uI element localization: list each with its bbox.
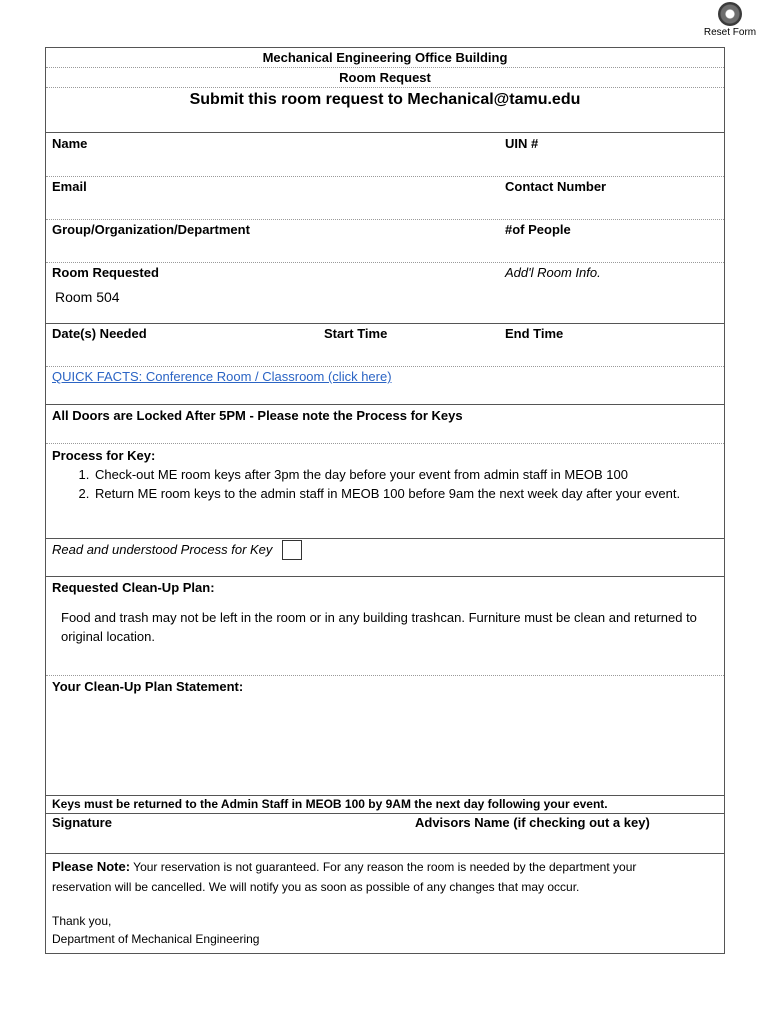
- room-row[interactable]: [46, 262, 724, 323]
- acknowledge-label: Read and understood Process for Key: [52, 542, 273, 557]
- room-request-form: [45, 47, 725, 954]
- addl-room-info-label: Add'l Room Info.: [505, 265, 601, 280]
- header-row-2: [46, 67, 724, 87]
- dates-needed-label: Date(s) Needed: [52, 326, 147, 341]
- people-count-label: #of People: [505, 222, 571, 237]
- signature-label: Signature: [52, 815, 112, 830]
- process-row: [46, 443, 724, 538]
- keys-notice-row: [46, 795, 724, 813]
- signature-row[interactable]: [46, 813, 724, 853]
- keys-return-notice: Keys must be returned to the Admin Staff in MEOB 100 by 9AM the next day following your event.: [52, 797, 608, 811]
- start-time-label: Start Time: [324, 326, 388, 341]
- doors-locked-notice: All Doors are Locked After 5PM - Please note the Process for Keys: [52, 408, 463, 423]
- end-time-label: End Time: [505, 326, 564, 341]
- cleanup-row: [46, 576, 724, 675]
- reset-form-button[interactable]: [700, 2, 760, 38]
- cleanup-text: Food and trash may not be left in the room or in any building trashcan. Furniture must be clean and returned to original location.: [61, 610, 697, 644]
- note-paragraph: [52, 857, 692, 897]
- reset-icon: [718, 2, 742, 26]
- header-row-1: [46, 48, 724, 67]
- group-row[interactable]: [46, 219, 724, 262]
- uin-label: UIN #: [505, 136, 539, 151]
- note-title: Please Note:: [52, 859, 131, 874]
- contact-number-label: Contact Number: [505, 179, 607, 194]
- acknowledge-row: [46, 538, 724, 576]
- advisor-name-label: Advisors Name (if checking out a key): [415, 815, 650, 830]
- form-subtitle: Room Request: [339, 70, 431, 85]
- cleanup-heading: Requested Clean-Up Plan:: [52, 580, 215, 595]
- process-step-1: 1. Check-out ME room keys after 3pm the day before your event from admin staff in MEOB 100: [93, 465, 724, 484]
- note-row: [46, 853, 724, 955]
- quick-facts-row: [46, 366, 724, 404]
- submit-instruction: Submit this room request to Mechanical@tamu.edu: [189, 91, 581, 108]
- process-steps: [46, 465, 724, 503]
- header-row-3: [46, 87, 724, 132]
- note-department: Department of Mechanical Engineering: [52, 932, 260, 946]
- acknowledge-checkbox[interactable]: [282, 540, 302, 560]
- note-text: Your reservation is not guaranteed. For any reason the room is needed by the department your reservation will be cancelled. We will notify you as soon as possible of any changes that may occur.: [52, 860, 637, 894]
- quick-facts-link[interactable]: QUICK FACTS: Conference Room / Classroom (click here): [52, 369, 392, 384]
- room-requested-label: Room Requested: [52, 265, 159, 280]
- statement-row[interactable]: [46, 675, 724, 795]
- note-thanks: Thank you,: [52, 914, 112, 928]
- process-step-2: 2. Return ME room keys to the admin staff in MEOB 100 before 9am the next week day after your event.: [93, 484, 724, 503]
- doors-notice-row: [46, 404, 724, 443]
- group-label: Group/Organization/Department: [52, 222, 250, 237]
- email-label: Email: [52, 179, 87, 194]
- email-row[interactable]: [46, 176, 724, 219]
- name-label: Name: [52, 136, 88, 151]
- process-heading: Process for Key:: [52, 448, 156, 463]
- name-row[interactable]: [46, 132, 724, 176]
- reset-form-label: Reset Form: [703, 27, 757, 38]
- room-requested-value[interactable]: Room 504: [55, 289, 120, 305]
- cleanup-statement-label: Your Clean-Up Plan Statement:: [52, 679, 244, 694]
- form-title: Mechanical Engineering Office Building: [262, 50, 508, 65]
- dates-row[interactable]: [46, 323, 724, 366]
